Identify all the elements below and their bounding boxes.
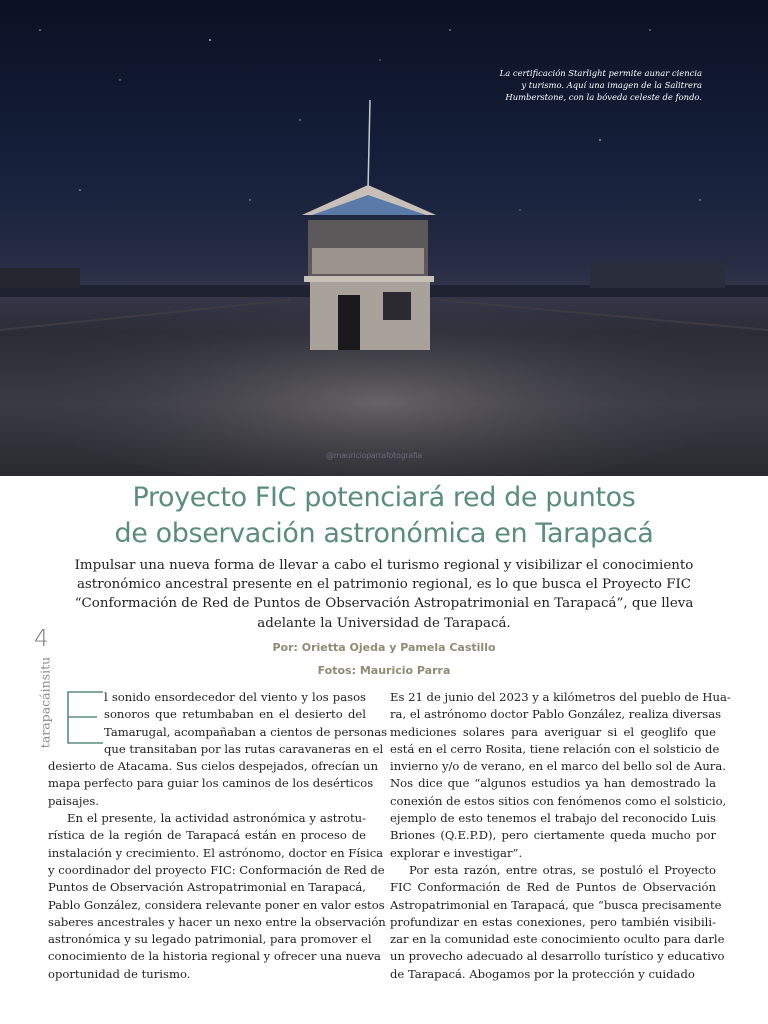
hero-photo xyxy=(0,0,768,476)
text-line: conocimiento de la historia regional y ofrecer una nueva xyxy=(48,949,381,964)
text-line: Pablo González, considera relevante poner en valor estos xyxy=(48,897,385,912)
text-line: paisajes. xyxy=(48,793,99,808)
text-line: Astropatrimonial en Tarapacá, que “busca precisamente xyxy=(390,897,722,912)
lead-line: adelante la Universidad de Tarapacá. xyxy=(257,615,511,631)
text-line: Briones (Q.E.P.D), pero ciertamente queda mucho por xyxy=(390,828,716,843)
text-line: zar en la comunidad este conocimiento oculto para darle xyxy=(390,932,725,947)
lead-line: “Conformación de Red de Puntos de Observación Astropatrimonial en Tarapacá”, que lleva xyxy=(74,596,694,612)
title-line: de observación astronómica en Tarapacá xyxy=(114,518,654,549)
text-line: ejemplo de esto tenemos el trabajo del reconocido Luis xyxy=(390,811,716,826)
text-line: mapa perfecto para guiar los caminos de los desérticos xyxy=(48,776,374,791)
text-line: l sonido ensordecedor del viento y los pasos xyxy=(104,690,366,704)
photo-credits: Fotos: Mauricio Parra xyxy=(317,664,451,677)
text-line: Puntos de Observación Astropatrimonial en Tarapacá, xyxy=(48,880,366,895)
text-line: FIC Conformación de Red de Puntos de Observación xyxy=(390,880,716,895)
left-column xyxy=(48,689,388,983)
text-line: astronómica y su legado patrimonial, para promover el xyxy=(48,932,372,947)
title-line: Proyecto FIC potenciará red de puntos xyxy=(132,482,636,513)
text-line: rística de la región de Tarapacá están en proceso de xyxy=(48,828,366,843)
text-line: un provecho adecuado al desarrollo turístico y educativo xyxy=(390,949,725,964)
text-line: Tamarugal, acompañaban a cientos de personas xyxy=(104,724,388,739)
caption-line: Humberstone, con la bóveda celeste de fondo. xyxy=(505,92,702,102)
text-line: conexión de estos sitios con fenómenos como el solsticio, xyxy=(390,793,727,808)
lead-line: astronómico ancestral presente en el patrimonio regional, es lo que busca el Proyecto FIC xyxy=(76,577,692,593)
article-lead xyxy=(60,556,708,633)
section-name: tarapacáinsitu xyxy=(37,656,53,749)
right-column xyxy=(390,689,731,983)
text-line: Es 21 de junio del 2023 y a kilómetros del pueblo de Hua- xyxy=(390,690,731,704)
byline: Por: Orietta Ojeda y Pamela Castillo xyxy=(272,641,496,654)
text-line: Nos dice que “algunos estudios ya han demostrado la xyxy=(390,776,716,791)
page-number: 4 xyxy=(34,626,49,652)
lead-line: Impulsar una nueva forma de llevar a cabo el turismo regional y visibilizar el conocimiento xyxy=(74,558,694,573)
photo-caption xyxy=(472,67,702,103)
text-line: que transitaban por las rutas caravaneras en el xyxy=(104,741,384,756)
text-line: Por esta razón, entre otras, se postuló el Proyecto xyxy=(409,862,716,877)
article-title xyxy=(0,480,768,552)
caption-line: y turismo. Aquí una imagen de la Salitrera xyxy=(521,80,702,90)
text-line: está en el cerro Rosita, tiene relación con el solsticio de xyxy=(390,741,720,756)
text-line: profundizar en estas conexiones, pero también visibili- xyxy=(390,914,716,929)
text-line: oportunidad de turismo. xyxy=(48,966,191,981)
text-line: desierto de Atacama. Sus cielos despejados, ofrecían un xyxy=(48,759,379,774)
text-line: En el presente, la actividad astronómica y astrotu- xyxy=(67,811,366,826)
text-line: sonoros que retumbaban en el desierto del xyxy=(104,707,366,722)
text-line: ra, el astrónomo doctor Pablo González, realiza diversas xyxy=(390,707,722,722)
text-line: instalación y crecimiento. El astrónomo, doctor en Física xyxy=(48,845,384,860)
text-line: invierno y/o de verano, en el marco del bello sol de Aura. xyxy=(390,759,726,774)
photo-credit: @mauricioparrafotografia xyxy=(326,451,422,460)
caption-line: La certificación Starlight permite aunar ciencia xyxy=(499,68,702,78)
text-line: saberes ancestrales y hacer un nexo entre la observación xyxy=(48,914,386,929)
text-line: mediciones solares para averiguar si el geoglifo que xyxy=(390,724,716,739)
text-line: explorar e investigar”. xyxy=(390,845,523,860)
text-line: y coordinador del proyecto FIC: Conformación de Red de xyxy=(48,862,385,877)
text-line: de Tarapacá. Abogamos por la protección y cuidado xyxy=(390,966,695,981)
